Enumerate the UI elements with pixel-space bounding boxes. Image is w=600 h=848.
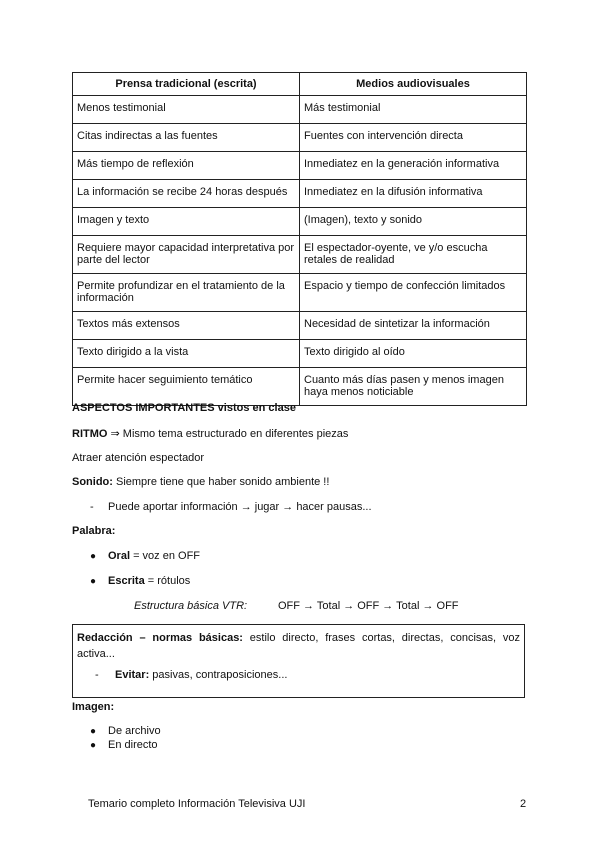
- vtr-value: OFF → Total → OFF → Total → OFF: [278, 600, 459, 612]
- table-cell: Inmediatez en la generación informativa: [300, 152, 527, 180]
- palabra-item-escrita: [108, 575, 190, 587]
- table-row: [73, 340, 527, 368]
- table-row: [73, 152, 527, 180]
- bullet-icon: ●: [90, 726, 97, 737]
- table-cell: Menos testimonial: [73, 96, 300, 124]
- comparison-table: [72, 72, 527, 406]
- table-cell: Necesidad de sintetizar la información: [300, 312, 527, 340]
- atraer-line: Atraer atención espectador: [72, 452, 205, 464]
- table-cell: Inmediatez en la difusión informativa: [300, 180, 527, 208]
- palabra-heading: [72, 525, 115, 537]
- dash-marker: -: [95, 669, 99, 681]
- table-header-cell: Prensa tradicional (escrita): [73, 73, 300, 96]
- table-cell: Espacio y tiempo de confección limitados: [300, 274, 527, 312]
- bullet-icon: ●: [90, 740, 97, 751]
- footer-text: Temario completo Información Televisiva UJI: [88, 798, 306, 810]
- section-title: [72, 402, 296, 414]
- table-cell: (Imagen), texto y sonido: [300, 208, 527, 236]
- evitar-line: [115, 669, 287, 681]
- palabra-label: Palabra:: [72, 525, 116, 537]
- bullet-icon: ●: [90, 551, 97, 562]
- table-cell: La información se recibe 24 horas después: [73, 180, 300, 208]
- oral-text: = voz en OFF: [130, 550, 201, 562]
- table-header-cell: Medios audiovisuales: [300, 73, 527, 96]
- sonido-label: Sonido:: [72, 476, 113, 488]
- ritmo-text: Mismo tema estructurado en diferentes piezas: [119, 428, 349, 440]
- oral-label: Oral: [108, 550, 131, 562]
- table-cell: El espectador-oyente, ve y/o escucha retales de realidad: [300, 236, 527, 274]
- table-cell: Texto dirigido al oído: [300, 340, 527, 368]
- imagen-label: Imagen:: [72, 701, 115, 713]
- ritmo-label: RITMO: [72, 428, 108, 440]
- redaccion-box: [72, 624, 525, 698]
- table-cell: Requiere mayor capacidad interpretativa por parte del lector: [73, 236, 300, 274]
- bullet-icon: ●: [90, 576, 97, 587]
- section-title-text: ASPECTOS IMPORTANTES vistos en clase: [72, 402, 296, 414]
- table-row: [73, 236, 527, 274]
- vtr-label-text: Estructura básica VTR:: [134, 600, 248, 612]
- table-cell: Textos más extensos: [73, 312, 300, 340]
- table-cell: Más tiempo de reflexión: [73, 152, 300, 180]
- escrita-label: Escrita: [108, 575, 145, 587]
- table-cell: Cuanto más días pasen y menos imagen haya menos noticiable: [300, 368, 527, 406]
- table-cell: Citas indirectas a las fuentes: [73, 124, 300, 152]
- evitar-text: pasivas, contraposiciones...: [149, 669, 288, 681]
- redaccion-label: Redacción – normas básicas:: [77, 632, 243, 644]
- table-row: [73, 96, 527, 124]
- table-row: [73, 124, 527, 152]
- imagen-item: En directo: [108, 739, 158, 751]
- escrita-text: = rótulos: [144, 575, 191, 587]
- imagen-heading: [72, 701, 114, 713]
- table-row: [73, 368, 527, 406]
- table-row: [73, 180, 527, 208]
- imagen-item: De archivo: [108, 725, 161, 737]
- dash-marker: -: [90, 501, 94, 513]
- table-cell: Imagen y texto: [73, 208, 300, 236]
- sonido-line: [72, 476, 329, 488]
- vtr-label: [134, 600, 247, 612]
- page-number: 2: [520, 798, 527, 810]
- redaccion-paragraph: [77, 630, 520, 662]
- table-header-row: [73, 73, 527, 96]
- table-cell: Permite hacer seguimiento temático: [73, 368, 300, 406]
- ritmo-line: [72, 427, 348, 440]
- sonido-text: Siempre tiene que haber sonido ambiente !!: [112, 476, 330, 488]
- sonido-sub: Puede aportar información → jugar → hacer pausas...: [108, 501, 372, 513]
- table-row: [73, 274, 527, 312]
- table-row: [73, 312, 527, 340]
- redaccion-text: estilo directo, frases cortas, directas, concisas, voz activa...: [77, 632, 520, 660]
- evitar-label: Evitar:: [115, 669, 150, 681]
- double-arrow-icon: ⇒: [110, 428, 120, 440]
- palabra-item-oral: [108, 550, 200, 562]
- table-cell: Texto dirigido a la vista: [73, 340, 300, 368]
- table-cell: Más testimonial: [300, 96, 527, 124]
- table-cell: Permite profundizar en el tratamiento de la información: [73, 274, 300, 312]
- table-row: [73, 208, 527, 236]
- table-cell: Fuentes con intervención directa: [300, 124, 527, 152]
